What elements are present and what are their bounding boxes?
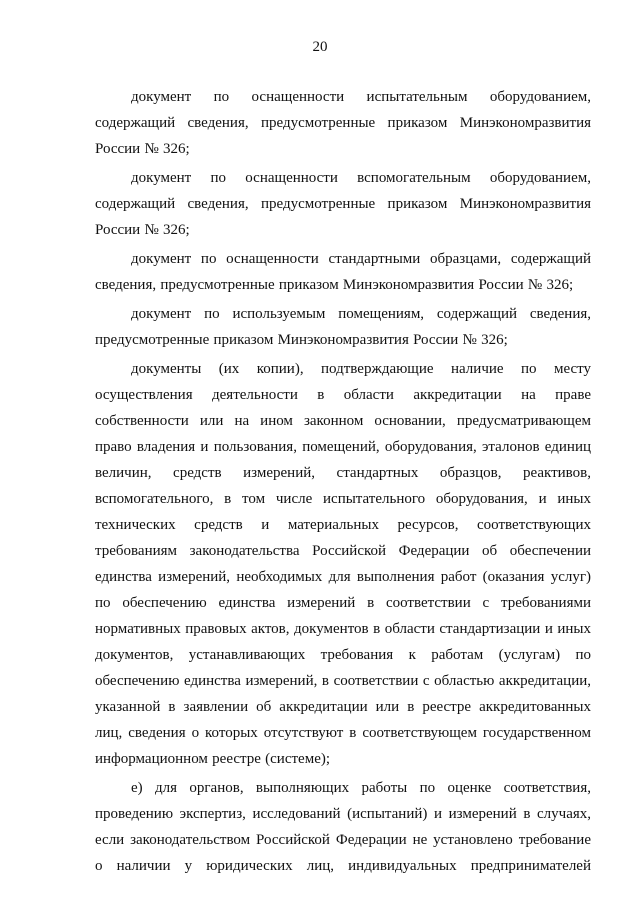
paragraph-conformity-bodies: е) для органов, выполняющих работы по оценке соответствия, проведению экспертиз, исследований (испытаний) и измерений в случаях, если законодательством Российской Федерации не установлено требование о наличии у юридических лиц, индивидуальных предпринимателей	[95, 780, 591, 874]
paragraph-auxiliary-equipment: документ по оснащенности вспомогательным оборудованием, содержащий сведения, предусмотренные приказом Минэкономразвития России № 326;	[95, 170, 591, 238]
paragraph-premises: документ по используемым помещениям, содержащий сведения, предусмотренные приказом Минэкономразвития России № 326;	[95, 306, 591, 348]
paragraph-ownership-documents: документы (их копии), подтверждающие наличие по месту осуществления деятельности в области аккредитации на праве собственности или на ином законном основании, предусматривающем право владения и пользования, помещений, оборудования, эталонов единиц величин, средств измерений, стандартных образцов, реактивов, вспомогательного, в том числе испытательного оборудования, и иных технических средств и материальных ресурсов, соответствующих требованиям законодательства Российской Федерации об обеспечении единства измерений, необходимых для выполнения работ (оказания услуг) по обеспечению единства измерений в соответствии с требованиями нормативных правовых актов, документов в области стандартизации и иных документов, устанавливающих требования к работам (услугам) по обеспечению единства измерений, в соответствии с областью аккредитации, указанной в заявлении об аккредитации или в реестре аккредитованных лиц, сведения о которых отсутствуют в соответствующем государственном информационном реестре (системе);	[95, 361, 591, 767]
paragraph-reference-materials: документ по оснащенности стандартными образцами, содержащий сведения, предусмотренные приказом Минэкономразвития России № 326;	[95, 251, 591, 293]
paragraph-testing-equipment: документ по оснащенности испытательным оборудованием, содержащий сведения, предусмотренные приказом Минэкономразвития России № 326;	[95, 89, 591, 157]
document-body	[95, 84, 591, 882]
page-number: 20	[312, 39, 328, 55]
